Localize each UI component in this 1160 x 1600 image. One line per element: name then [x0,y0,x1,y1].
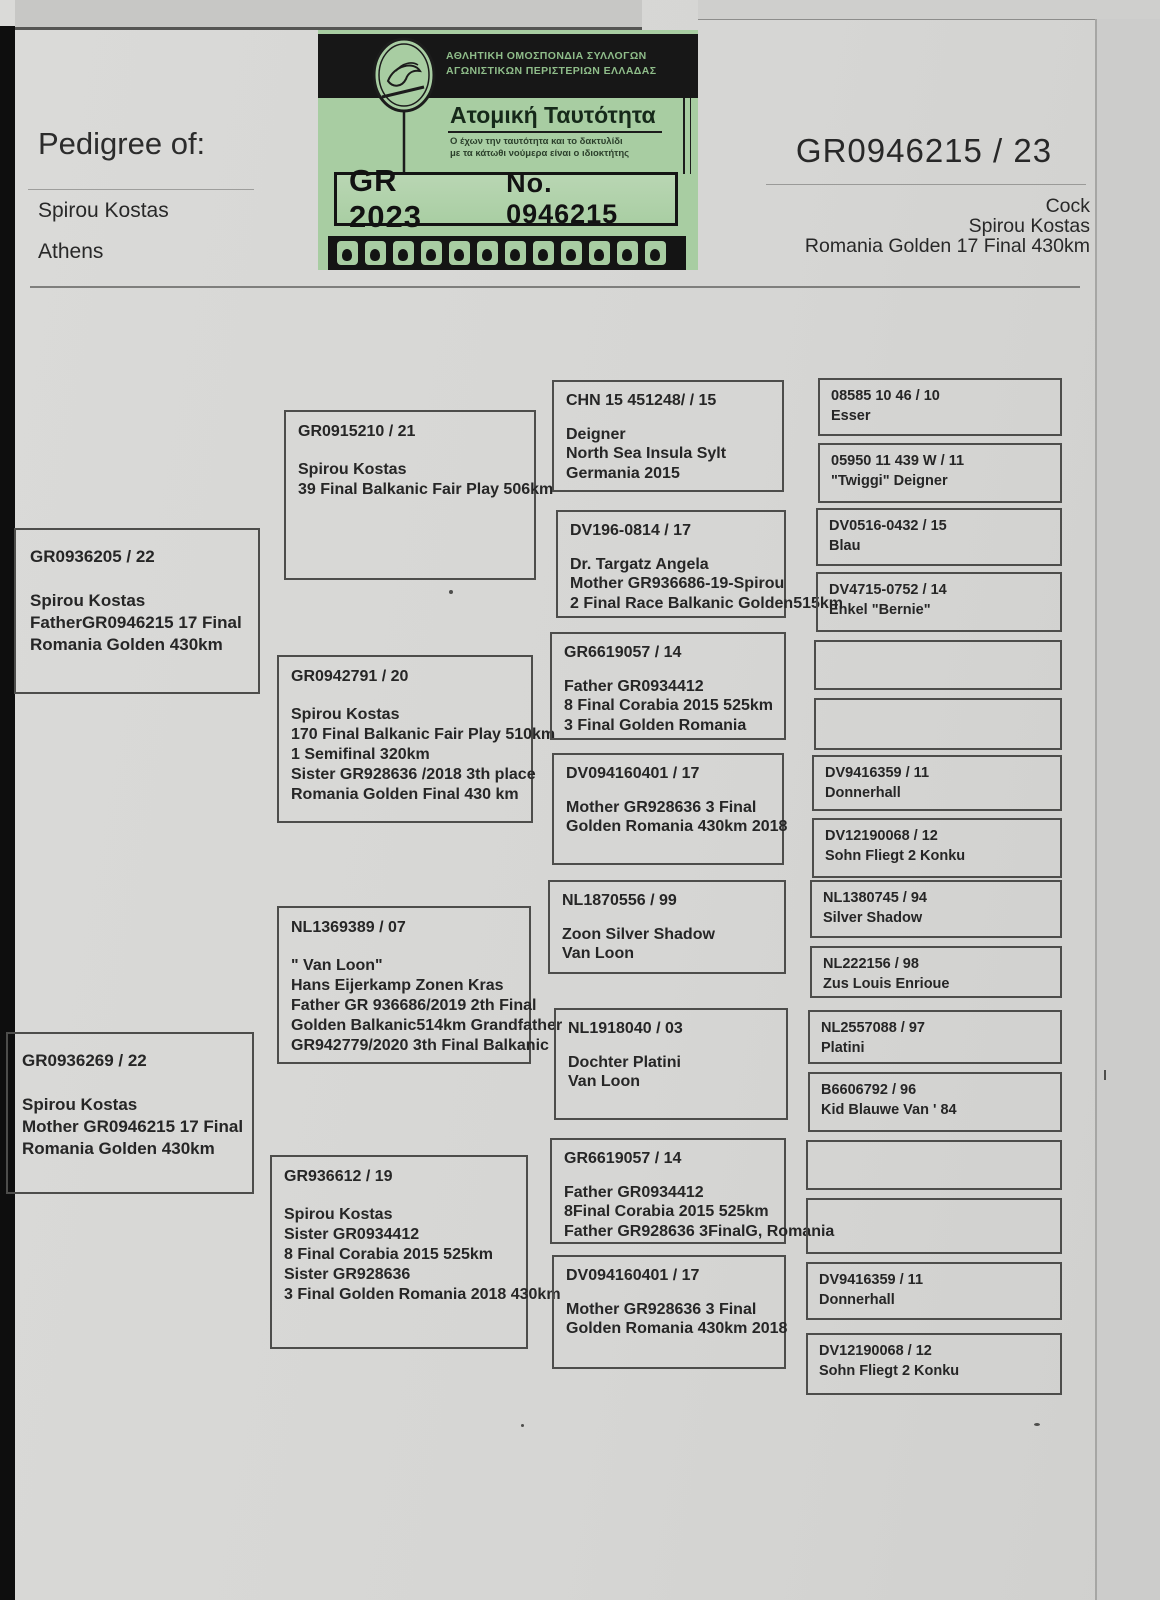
ring-number: CHN 15 451248/ / 15 [566,392,717,409]
pedigree-line: Germania 2015 [566,464,680,482]
ring-number: NL1918040 / 03 [568,1020,683,1037]
pedigree-box-g4-11 [808,1010,1062,1064]
ring-number: 08585 10 46 / 10 [831,388,940,404]
ring-number: GR0915210 / 21 [298,423,416,440]
ring-number: NL1380745 / 94 [823,890,927,906]
pedigree-line: Hans Eijerkamp Zonen Kras [291,977,504,994]
pedigree-line: Sohn Fliegt 2 Konku [825,847,966,864]
pedigree-line: Spirou Kostas [22,1095,138,1115]
pedigree-line: Zus Louis Enrioue [823,975,950,992]
pedigree-box-g4-14 [806,1198,1062,1254]
ring-number: DV9416359 / 11 [825,765,930,781]
ring-number: GR6619057 / 14 [564,644,682,661]
pedigree-line: Golden Romania 430km 2018 [566,1320,788,1338]
pedigree-line: 170 Final Balkanic Fair Play 510km [291,726,556,743]
scan-speck [1034,1423,1040,1426]
pedigree-line: 8 Final Corabia 2015 525km [284,1246,493,1263]
pedigree-line: Golden Romania 430km 2018 [566,818,788,836]
pedigree-line: Kid Blauwe Van ' 84 [821,1101,957,1118]
ring-number: DV9416359 / 11 [819,1272,924,1288]
ring-number: GR6619057 / 14 [564,1150,682,1167]
pedigree-line: Spirou Kostas [298,461,407,478]
pedigree-line: Platini [821,1039,865,1056]
pedigree-line: Sister GR928636 /2018 3th place [291,766,536,783]
ring-number: GR0942791 / 20 [291,668,409,685]
pedigree-line: 3 Final Golden Romania 2018 430km [284,1286,561,1303]
scan-speck [521,1424,524,1427]
bird-owner: Spirou Kostas [968,215,1090,237]
ring-number: DV196-0814 / 17 [570,522,691,539]
pedigree-box-g4-10 [810,946,1062,998]
pedigree-line: Deigner [566,425,626,443]
pedigree-line: Silver Shadow [823,909,923,926]
pedigree-line: Father GR928636 3FinalG, Romania [564,1222,835,1240]
pedigree-line: 2 Final Race Balkanic Golden515km [570,594,844,612]
pedigree-box-g3-5 [548,880,786,974]
bird-result: Romania Golden 17 Final 430km [804,235,1090,257]
owner-city: Athens [38,240,104,263]
pedigree-line: Van Loon [568,1073,640,1091]
scan-speck [449,590,453,594]
pedigree-box-g3-1 [552,380,784,492]
ring-number: DV094160401 / 17 [566,1267,700,1284]
pedigree-line: Romania Golden 430km [22,1139,215,1159]
pedigree-line: Enkel "Bernie" [829,601,931,618]
pedigree-box-g4-8 [812,818,1062,878]
bird-ring-id: GR0946215 / 23 [795,132,1053,169]
sticker-subtitle-line1: Ο έχων την ταυτότητα και το δακτυλίδι [450,136,623,147]
pedigree-line: Sister GR0934412 [284,1226,420,1243]
sticker-subtitle-line2: με τα κάτωθι νούμερα είναι ο ιδιοκτήτης [450,148,630,160]
pedigree-box-g2-2 [277,655,556,823]
ring-number: DV4715-0752 / 14 [829,582,947,598]
pedigree-line: Father GR0934412 [564,1183,704,1201]
ring-serial: No. 0946215 [506,168,619,229]
pedigree-line: Mother GR928636 3 Final [566,1300,757,1318]
pedigree-line: Spirou Kostas [284,1206,393,1223]
pedigree-line: 3 Final Golden Romania [564,716,747,734]
pedigree-line: Father GR 936686/2019 2th Final [291,997,537,1014]
pedigree-line: Van Loon [562,945,634,963]
ring-number: NL1870556 / 99 [562,892,677,909]
pedigree-box-g4-4 [816,572,1062,632]
pedigree-box-g2-4 [270,1155,561,1349]
pedigree-box-g4-2 [818,443,1062,503]
ring-number: 05950 11 439 W / 11 [831,453,965,469]
pedigree-line: Spirou Kostas [291,706,400,723]
pedigree-line: "Twiggi" Deigner [831,472,948,489]
pedigree-line: Mother GR0946215 17 Final [22,1117,244,1137]
ring-number: B6606792 / 96 [821,1082,917,1098]
pedigree-line: Donnerhall [819,1291,895,1308]
ring-number: DV094160401 / 17 [566,765,700,782]
pedigree-box-g2-3 [277,906,563,1064]
ring-number: NL1369389 / 07 [291,919,406,936]
ring-number: DV0516-0432 / 15 [829,518,947,534]
sticker-title: Ατομική Ταυτότητα [448,102,662,133]
pedigree-box-g1-1 [14,528,260,694]
pedigree-box-g3-2 [556,510,844,618]
federation-name-line1: ΑΘΛΗΤΙΚΗ ΟΜΟΣΠΟΝΔΙΑ ΣΥΛΛΟΓΩΝ [446,50,647,62]
pedigree-line: Dr. Targatz Angela [570,555,709,573]
pedigree-line: 8Final Corabia 2015 525km [564,1203,769,1221]
ring-number: NL222156 / 98 [823,956,919,972]
pedigree-line: Sister GR928636 [284,1266,411,1283]
pedigree-line: Mother GR936686-19-Spirou [570,575,785,593]
pedigree-box-g3-7 [550,1138,835,1244]
pedigree-line: 8 Final Corabia 2015 525km [564,697,773,715]
pedigree-line: " Van Loon" [291,957,383,974]
pedigree-box-g4-1 [818,378,1062,436]
pedigree-line: Dochter Platini [568,1053,681,1071]
ring-number: GR936612 / 19 [284,1168,393,1185]
pedigree-box-g4-5 [814,640,1062,690]
pedigree-box-g4-3 [816,508,1062,566]
pedigree-line: Donnerhall [825,784,901,801]
ring-number: DV12190068 / 12 [819,1343,932,1359]
ring-number: GR0936205 / 22 [30,547,155,566]
pedigree-line: Romania Golden Final 430 km [291,786,519,803]
ring-number: NL2557088 / 97 [821,1020,925,1036]
pedigree-box-g4-6 [814,698,1062,750]
pedigree-box-g2-1 [284,410,554,580]
federation-name-line2: ΑΓΩΝΙΣΤΙΚΩΝ ΠΕΡΙΣΤΕΡΙΩΝ ΕΛΛΑΔΑΣ [446,65,657,78]
pedigree-box-g4-16 [806,1333,1062,1395]
pedigree-line: FatherGR0946215 17 Final [30,613,242,633]
pedigree-line: Spirou Kostas [30,591,146,611]
pedigree-box-g4-9 [810,880,1062,938]
pedigree-of-label: Pedigree of: [38,126,206,161]
pedigree-box-g3-6 [554,1008,788,1120]
pedigree-line: Blau [829,537,861,554]
ring-number: GR0936269 / 22 [22,1051,147,1070]
pedigree-line: Zoon Silver Shadow [562,925,715,943]
pedigree-line: Father GR0934412 [564,677,704,695]
ring-year: GR 2023 [349,163,422,234]
pedigree-box-g3-4 [552,753,788,865]
pedigree-box-g4-15 [806,1262,1062,1320]
pedigree-line: North Sea Insula Sylt [566,445,727,463]
pedigree-line: Golden Balkanic514km Grandfather [291,1017,563,1034]
pedigree-line: Esser [831,407,871,424]
pedigree-box-g1-2 [6,1032,254,1194]
pedigree-line: GR942779/2020 3th Final Balkanic [291,1037,549,1054]
pedigree-box-g3-3 [550,632,786,740]
pedigree-box-g4-7 [812,755,1062,811]
pedigree-line: Romania Golden 430km [30,635,223,655]
pedigree-box-g4-13 [806,1140,1062,1190]
pedigree-line: 1 Semifinal 320km [291,746,430,763]
bird-sex: Cock [1045,195,1090,217]
pedigree-box-g3-8 [552,1255,786,1369]
pedigree-box-g4-12 [808,1072,1062,1132]
pedigree-line: Sohn Fliegt 2 Konku [819,1362,960,1379]
pedigree-line: Mother GR928636 3 Final [566,798,757,816]
pedigree-line: 39 Final Balkanic Fair Play 506km [298,481,554,498]
ring-number: DV12190068 / 12 [825,828,938,844]
owner-name: Spirou Kostas [38,199,169,222]
scan-speck [1104,1070,1106,1080]
